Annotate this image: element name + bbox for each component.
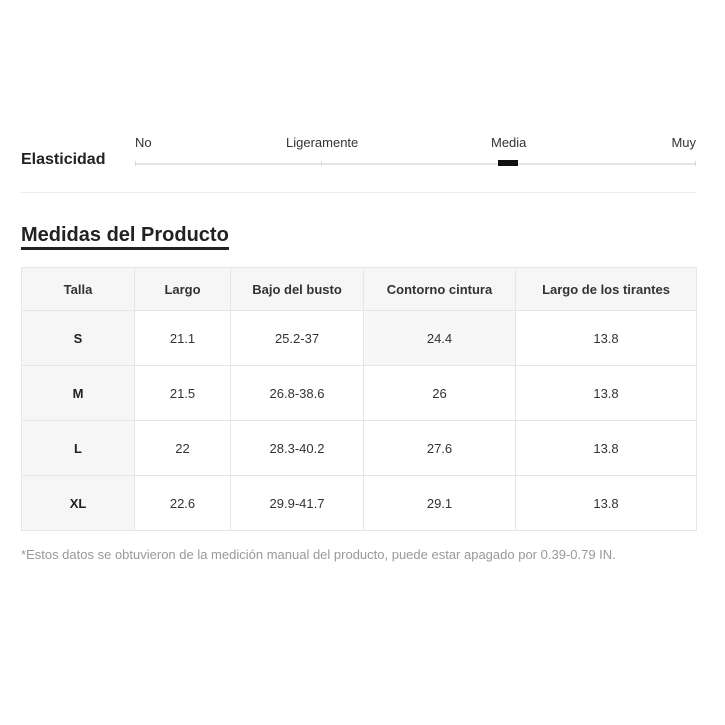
largo-cell: 21.5 [135,366,231,421]
bajo-busto-cell: 26.8-38.6 [231,366,364,421]
section-divider [21,192,696,193]
contorno-cintura-cell: 24.4 [364,311,516,366]
elasticity-tick [321,161,322,166]
size-cell: XL [22,476,135,531]
largo-cell: 22 [135,421,231,476]
contorno-cintura-cell: 27.6 [364,421,516,476]
table-row [22,476,697,531]
largo-tirantes-cell: 13.8 [516,311,697,366]
elasticity-level-media: Media [491,135,527,150]
contorno-cintura-cell: 29.1 [364,476,516,531]
elasticity-level-muy: Muy [671,135,696,150]
largo-tirantes-cell: 13.8 [516,476,697,531]
header-bajo-del-busto: Bajo del busto [231,268,364,311]
elasticity-track [135,163,696,165]
table-row [22,311,697,366]
largo-cell: 21.1 [135,311,231,366]
measurement-disclaimer: *Estos datos se obtuvieron de la medición manual del producto, puede estar apagado por 0.39-0.79 IN. [21,547,616,562]
elasticity-tick [135,161,136,166]
largo-tirantes-cell: 13.8 [516,421,697,476]
size-cell: S [22,311,135,366]
header-contorno-cintura: Contorno cintura [364,268,516,311]
table-row [22,421,697,476]
bajo-busto-cell: 29.9-41.7 [231,476,364,531]
elasticity-level-no: No [135,135,152,150]
elasticity-label: Elasticidad [21,151,106,168]
largo-cell: 22.6 [135,476,231,531]
table-row [22,366,697,421]
elasticity-scale [135,130,696,170]
header-largo-tirantes: Largo de los tirantes [516,268,697,311]
header-largo: Largo [135,268,231,311]
bajo-busto-cell: 28.3-40.2 [231,421,364,476]
size-cell: L [22,421,135,476]
elasticity-tick [695,161,696,166]
size-cell: M [22,366,135,421]
table-header-row [22,268,697,311]
elasticity-level-ligeramente: Ligeramente [286,135,359,150]
header-talla: Talla [22,268,135,311]
largo-tirantes-cell: 13.8 [516,366,697,421]
contorno-cintura-cell: 26 [364,366,516,421]
size-table [21,267,697,531]
elasticity-marker [498,160,518,166]
bajo-busto-cell: 25.2-37 [231,311,364,366]
measurements-title: Medidas del Producto [21,224,229,250]
elasticity-section [21,130,696,180]
